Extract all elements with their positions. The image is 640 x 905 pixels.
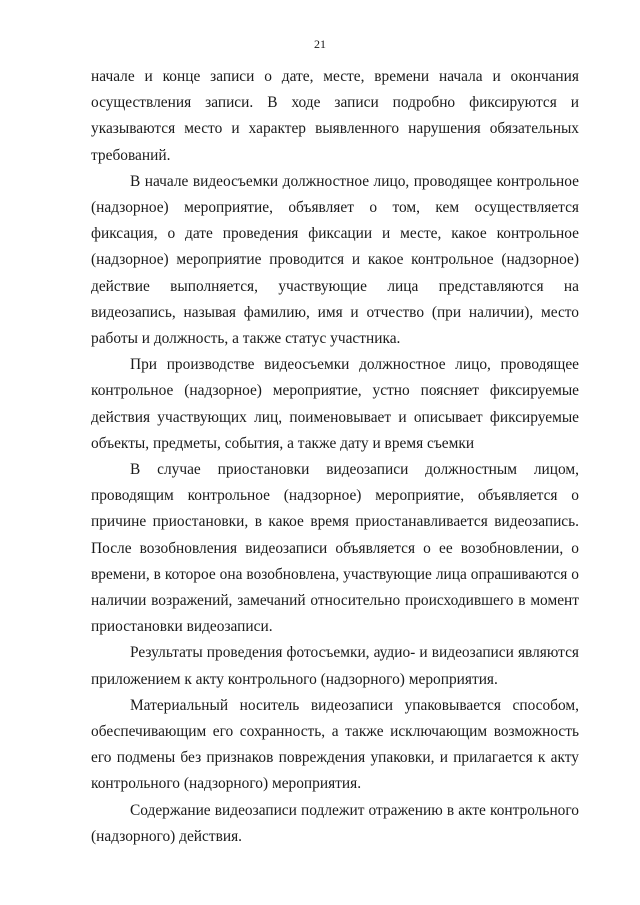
paragraph-video-content: Содержание видеозаписи подлежит отражению в акте контрольного (надзорного) действия. [91, 801, 579, 845]
paragraph-video-production: При производстве видеосъемки должностное лицо, проводящее контрольное (надзорное) мероприятие, устно поясняет фиксируемые действия участвующих лиц, поименовывает и описывает фиксируемые объекты, предметы, события, а также дату и время съемки [91, 356, 579, 452]
document-body [91, 64, 579, 850]
paragraph-continuation: начале и конце записи о дате, месте, времени начала и окончания осуществления записи. В ходе записи подробно фиксируются и указываются место и характер выявленного нарушения обязательных требований. [91, 68, 579, 164]
paragraph-media-packaging: Материальный носитель видеозаписи упаковывается способом, обеспечивающим его сохранность, а также исключающим возможность его подмены без признаков повреждения упаковки, и прилагается к акту контрольного (надзорного) мероприятия. [91, 696, 579, 793]
page-number: 21 [314, 37, 326, 51]
paragraph-video-suspension: В случае приостановки видеозаписи должностным лицом, проводящим контрольное (надзорное) мероприятие, объявляется о причине приостановки, в какое время приостанавливается видеозапись. После возобновления видеозаписи объявляется о ее возобновлении, о времени, в которое она возобновлена, участвующие лица опрашиваются о наличии возражений, замечаний относительно происходившего в момент приостановки видеозаписи. [91, 461, 579, 636]
paragraph-video-start: В начале видеосъемки должностное лицо, проводящее контрольное (надзорное) мероприятие, объявляет о том, кем осуществляется фиксация, о дате проведения фиксации и месте, какое контрольное (надзорное) мероприятие проводится и какое контрольное (надзорное) действие выполняется, участвующие лица представляются на видеозапись, называя фамилию, имя и отчество (при наличии), место работы и должность, а также статус участника. [91, 172, 579, 348]
paragraph-results-attachment: Результаты проведения фотосъемки, аудио- и видеозаписи являются приложением к акту контрольного (надзорного) мероприятия. [91, 644, 579, 688]
